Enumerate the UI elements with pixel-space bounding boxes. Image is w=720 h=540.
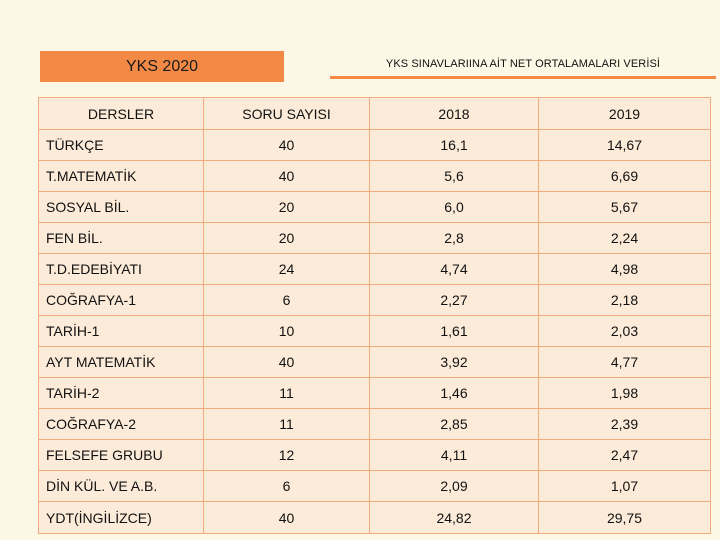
table-row xyxy=(39,130,711,161)
cell-question-count: 12 xyxy=(204,440,370,471)
table-row xyxy=(39,502,711,534)
cell-question-count: 24 xyxy=(204,254,370,285)
cell-subject: T.D.EDEBİYATI xyxy=(39,254,204,285)
cell-2019: 29,75 xyxy=(539,502,711,534)
table-row xyxy=(39,223,711,254)
subtitle-underline xyxy=(330,76,716,79)
cell-subject: TÜRKÇE xyxy=(39,130,204,161)
cell-2018: 4,74 xyxy=(370,254,539,285)
table-row xyxy=(39,409,711,440)
title-banner xyxy=(40,51,284,82)
cell-2018: 3,92 xyxy=(370,347,539,378)
page-subtitle: YKS SINAVLARIINA AİT NET ORTALAMALARI VERİSİ xyxy=(385,58,661,70)
column-header-subjects: DERSLER xyxy=(39,98,204,130)
cell-subject: AYT MATEMATİK xyxy=(39,347,204,378)
table-row xyxy=(39,440,711,471)
table-row xyxy=(39,471,711,502)
cell-question-count: 20 xyxy=(204,192,370,223)
cell-2018: 4,11 xyxy=(370,440,539,471)
cell-question-count: 40 xyxy=(204,347,370,378)
table-row xyxy=(39,378,711,409)
cell-2018: 1,61 xyxy=(370,316,539,347)
cell-2019: 1,07 xyxy=(539,471,711,502)
cell-2018: 1,46 xyxy=(370,378,539,409)
cell-2018: 5,6 xyxy=(370,161,539,192)
cell-2019: 6,69 xyxy=(539,161,711,192)
cell-2019: 4,77 xyxy=(539,347,711,378)
cell-2019: 4,98 xyxy=(539,254,711,285)
column-header-2019: 2019 xyxy=(539,98,711,130)
cell-2019: 5,67 xyxy=(539,192,711,223)
cell-2019: 2,18 xyxy=(539,285,711,316)
cell-subject: SOSYAL BİL. xyxy=(39,192,204,223)
cell-2018: 2,85 xyxy=(370,409,539,440)
cell-2019: 2,24 xyxy=(539,223,711,254)
cell-subject: TARİH-1 xyxy=(39,316,204,347)
cell-2019: 2,39 xyxy=(539,409,711,440)
table-row xyxy=(39,254,711,285)
cell-question-count: 40 xyxy=(204,161,370,192)
table-row xyxy=(39,347,711,378)
cell-2018: 24,82 xyxy=(370,502,539,534)
table-row xyxy=(39,161,711,192)
cell-subject: YDT(İNGİLİZCE) xyxy=(39,502,204,534)
net-averages-table xyxy=(38,97,711,534)
cell-subject: T.MATEMATİK xyxy=(39,161,204,192)
cell-question-count: 40 xyxy=(204,130,370,161)
cell-question-count: 11 xyxy=(204,409,370,440)
cell-2019: 14,67 xyxy=(539,130,711,161)
column-header-2018: 2018 xyxy=(370,98,539,130)
cell-2018: 16,1 xyxy=(370,130,539,161)
table-row xyxy=(39,192,711,223)
table-row xyxy=(39,316,711,347)
cell-2018: 2,27 xyxy=(370,285,539,316)
cell-question-count: 6 xyxy=(204,285,370,316)
cell-2018: 6,0 xyxy=(370,192,539,223)
cell-2019: 2,03 xyxy=(539,316,711,347)
table-row xyxy=(39,285,711,316)
cell-subject: FELSEFE GRUBU xyxy=(39,440,204,471)
column-header-question-count: SORU SAYISI xyxy=(204,98,370,130)
cell-2018: 2,8 xyxy=(370,223,539,254)
cell-subject: FEN BİL. xyxy=(39,223,204,254)
cell-subject: COĞRAFYA-2 xyxy=(39,409,204,440)
cell-subject: COĞRAFYA-1 xyxy=(39,285,204,316)
cell-question-count: 11 xyxy=(204,378,370,409)
cell-subject: TARİH-2 xyxy=(39,378,204,409)
cell-2019: 2,47 xyxy=(539,440,711,471)
cell-question-count: 20 xyxy=(204,223,370,254)
cell-question-count: 40 xyxy=(204,502,370,534)
cell-2018: 2,09 xyxy=(370,471,539,502)
cell-2019: 1,98 xyxy=(539,378,711,409)
cell-subject: DİN KÜL. VE A.B. xyxy=(39,471,204,502)
page-title: YKS 2020 xyxy=(125,57,199,75)
cell-question-count: 10 xyxy=(204,316,370,347)
cell-question-count: 6 xyxy=(204,471,370,502)
table-header-row xyxy=(39,98,711,130)
